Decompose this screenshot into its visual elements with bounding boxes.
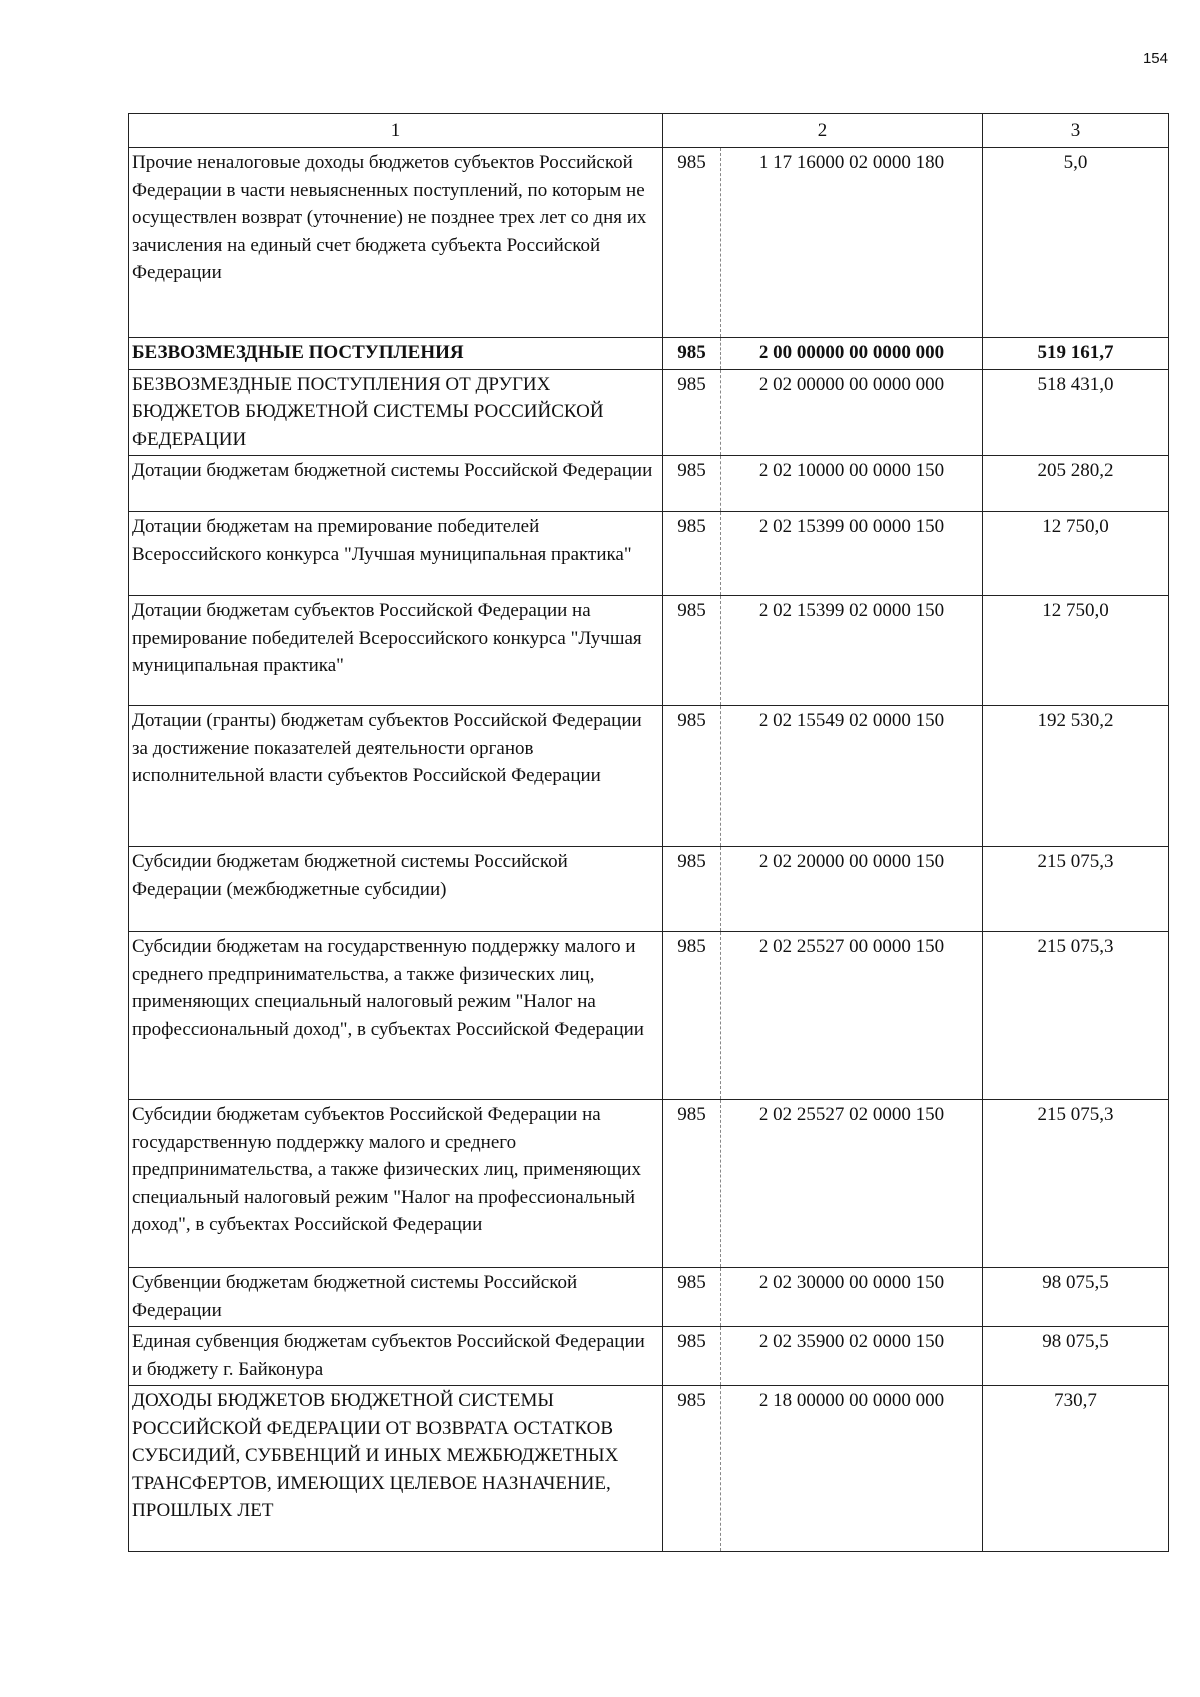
row-budget-code: 2 02 20000 00 0000 150	[721, 847, 983, 932]
row-name: Прочие неналоговые доходы бюджетов субъектов Российской Федерации в части невыясненных поступлений, по которым не осуществлен возврат (уточнение) не позднее трех лет со дня их зачисления на единый счет бюджета субъекта Российской Федерации	[129, 148, 663, 338]
row-name: Субвенции бюджетам бюджетной системы Российской Федерации	[129, 1268, 663, 1327]
row-amount: 192 530,2	[983, 706, 1169, 847]
row-amount: 215 075,3	[983, 932, 1169, 1100]
row-name: Субсидии бюджетам бюджетной системы Российской Федерации (межбюджетные субсидии)	[129, 847, 663, 932]
row-name: Субсидии бюджетам на государственную поддержку малого и среднего предпринимательства, а также физических лиц, применяющих специальный налоговый режим "Налог на профессиональный доход", в субъектах Российской Федерации	[129, 932, 663, 1100]
table-header-row	[129, 114, 1169, 148]
row-budget-code: 2 00 00000 00 0000 000	[721, 338, 983, 370]
row-name: БЕЗВОЗМЕЗДНЫЕ ПОСТУПЛЕНИЯ ОТ ДРУГИХ БЮДЖЕТОВ БЮДЖЕТНОЙ СИСТЕМЫ РОССИЙСКОЙ ФЕДЕРАЦИИ	[129, 369, 663, 456]
row-amount: 519 161,7	[983, 338, 1169, 370]
row-amount: 730,7	[983, 1386, 1169, 1552]
header-col-1: 1	[129, 114, 663, 148]
row-admin-code: 985	[663, 932, 721, 1100]
row-admin-code: 985	[663, 148, 721, 338]
row-budget-code: 2 02 15399 02 0000 150	[721, 596, 983, 706]
row-admin-code: 985	[663, 456, 721, 512]
row-amount: 98 075,5	[983, 1268, 1169, 1327]
row-name: Дотации бюджетам на премирование победителей Всероссийского конкурса "Лучшая муниципальная практика"	[129, 512, 663, 596]
row-name: Дотации бюджетам бюджетной системы Российской Федерации	[129, 456, 663, 512]
table-row	[129, 706, 1169, 847]
table-row	[129, 1268, 1169, 1327]
row-amount: 205 280,2	[983, 456, 1169, 512]
row-budget-code: 2 02 35900 02 0000 150	[721, 1327, 983, 1386]
row-amount: 215 075,3	[983, 1100, 1169, 1268]
row-admin-code: 985	[663, 1327, 721, 1386]
row-name: Единая субвенция бюджетам субъектов Российской Федерации и бюджету г. Байконура	[129, 1327, 663, 1386]
row-budget-code: 1 17 16000 02 0000 180	[721, 148, 983, 338]
row-admin-code: 985	[663, 706, 721, 847]
row-admin-code: 985	[663, 1386, 721, 1552]
row-name: Дотации бюджетам субъектов Российской Федерации на премирование победителей Всероссийского конкурса "Лучшая муниципальная практика"	[129, 596, 663, 706]
row-admin-code: 985	[663, 338, 721, 370]
row-budget-code: 2 18 00000 00 0000 000	[721, 1386, 983, 1552]
row-amount: 518 431,0	[983, 369, 1169, 456]
row-amount: 215 075,3	[983, 847, 1169, 932]
table-row	[129, 456, 1169, 512]
row-admin-code: 985	[663, 369, 721, 456]
row-budget-code: 2 02 00000 00 0000 000	[721, 369, 983, 456]
row-admin-code: 985	[663, 1268, 721, 1327]
row-budget-code: 2 02 15549 02 0000 150	[721, 706, 983, 847]
row-name: Субсидии бюджетам субъектов Российской Федерации на государственную поддержку малого и среднего предпринимательства, а также физических лиц, применяющих специальный налоговый режим "Налог на профессиональный доход", в субъектах Российской Федерации	[129, 1100, 663, 1268]
row-name: БЕЗВОЗМЕЗДНЫЕ ПОСТУПЛЕНИЯ	[129, 338, 663, 370]
row-budget-code: 2 02 15399 00 0000 150	[721, 512, 983, 596]
table-row	[129, 596, 1169, 706]
table-row	[129, 1100, 1169, 1268]
table-row	[129, 1386, 1169, 1552]
row-admin-code: 985	[663, 512, 721, 596]
row-name: ДОХОДЫ БЮДЖЕТОВ БЮДЖЕТНОЙ СИСТЕМЫ РОССИЙСКОЙ ФЕДЕРАЦИИ ОТ ВОЗВРАТА ОСТАТКОВ СУБСИДИЙ, СУБВЕНЦИЙ И ИНЫХ МЕЖБЮДЖЕТНЫХ ТРАНСФЕРТОВ, ИМЕЮЩИХ ЦЕЛЕВОЕ НАЗНАЧЕНИЕ, ПРОШЛЫХ ЛЕТ	[129, 1386, 663, 1552]
header-col-2: 2	[663, 114, 983, 148]
row-amount: 5,0	[983, 148, 1169, 338]
page-number: 154	[1142, 50, 1168, 67]
row-budget-code: 2 02 25527 02 0000 150	[721, 1100, 983, 1268]
table-row	[129, 148, 1169, 338]
revenue-table	[128, 113, 1169, 1552]
row-budget-code: 2 02 10000 00 0000 150	[721, 456, 983, 512]
row-amount: 12 750,0	[983, 596, 1169, 706]
row-budget-code: 2 02 25527 00 0000 150	[721, 932, 983, 1100]
table-row	[129, 847, 1169, 932]
row-budget-code: 2 02 30000 00 0000 150	[721, 1268, 983, 1327]
table-row	[129, 1327, 1169, 1386]
table-row	[129, 512, 1169, 596]
row-admin-code: 985	[663, 847, 721, 932]
row-admin-code: 985	[663, 596, 721, 706]
row-name: Дотации (гранты) бюджетам субъектов Российской Федерации за достижение показателей деятельности органов исполнительной власти субъектов Российской Федерации	[129, 706, 663, 847]
row-admin-code: 985	[663, 1100, 721, 1268]
row-amount: 98 075,5	[983, 1327, 1169, 1386]
header-col-3: 3	[983, 114, 1169, 148]
table-row	[129, 932, 1169, 1100]
row-amount: 12 750,0	[983, 512, 1169, 596]
table-row	[129, 369, 1169, 456]
table-row	[129, 338, 1169, 370]
